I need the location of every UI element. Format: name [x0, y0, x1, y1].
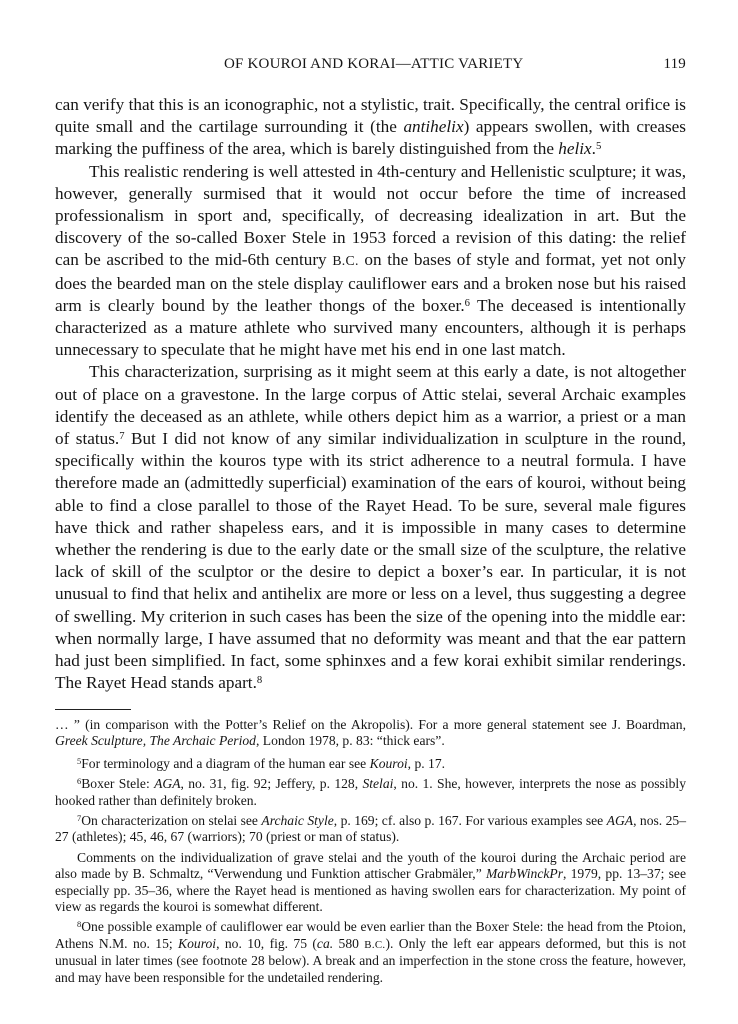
- footnote-ref-7: 7: [119, 431, 125, 443]
- footnote-6: $^6$Boxer Stele: AGA, no. 31, fig. 92; Jeffery, p. 128, Stelai, no. 1. She, however, interprets the nose as possibly hooked rather than definitely broken.: [55, 776, 686, 808]
- paragraph-2: This realistic rendering is well attested in 4th-century and Hellenistic sculpture; it was, however, generally surmised that it would not occur before the time of increased professionalism in sport and, specifically, of decreasing idealization in art. But the discovery of the so-called Boxer Stele in 1953 forced a revision of this dating: the relief can be ascribed to the mid-6th century B.C. on the bases of style and format, yet not only does the bearded man on the stele display cauliflower ears and a broken nose but his raised arm is clearly bound by the leather thongs of the boxer.$^6$ The deceased is intentionally characterized as a mature athlete who survived many encounters, although it is perhaps unnecessary to speculate that he might have met his end in one last match.: [55, 161, 686, 360]
- running-head: [55, 56, 686, 80]
- chapter-title: OF KOUROI AND KORAI—ATTIC VARIETY: [224, 56, 524, 72]
- footnote-ref-6: 6: [464, 298, 470, 310]
- main-text: [55, 94, 686, 694]
- footnote-divider: [55, 709, 131, 710]
- footnotes: [55, 717, 686, 990]
- paragraph-3: This characterization, surprising as it might seem at this early a date, is not altogether out of place on a gravestone. In the large corpus of Attic stelai, several Archaic examples identify the deceased as an athlete, while others depict him as a warrior, a priest or a man of status.$^7$ But I did not know of any similar individualization in sculpture in the round, specifically within the kouros type with its strict adherence to a neutral formula. I have therefore made an (admittedly superficial) examination of the ears of kouroi, without being able to find a close parallel to those of the Rayet Head. To be sure, several male figures have thick and rather shapeless ears, and it is impossible in many cases to determine whether the rendering is due to the early date or the small size of the sculpture, the relative lack of skill of the sculptor or the desire to depict a boxer’s ear. In particular, it is not unusual to find that helix and antihelix are more or less on a level, thus suggesting a degree of swelling. My criterion in such cases has been the size of the opening into the middle ear: when normally large, I have assumed that no deformity was meant and that the ear pattern had just been simplified. In fact, some sphinxes and a few korai exhibit similar renderings. The Rayet Head stands apart.$^8$: [55, 362, 686, 693]
- footnote-8: $^8$One possible example of cauliflower ear would be even earlier than the Boxer Stele: the head from the Ptoion, Athens N.M. no. 15; Kouroi, no. 10, fig. 75 (ca. 580 B.C.). Only the left ear appears deformed, but this is not unusual in later times (see footnote 28 below). A break and an imperfection in the stone cross the feature, however, and may have been responsible for the undetailed rendering.: [55, 919, 687, 985]
- footnote-7: $^7$On characterization on stelai see Archaic Style, p. 169; cf. also p. 167. For various examples see AGA, nos. 25–27 (athletes); 45, 46, 67 (warriors); 70 (priest or man of status).: [55, 813, 686, 845]
- footnote-ref-5: 5: [595, 141, 602, 153]
- footnote-5: $^5$For terminology and a diagram of the human ear see Kouroi, p. 17.: [77, 755, 446, 771]
- footnote-ref-8: 8: [256, 675, 263, 687]
- footnote-continuation: … ” (in comparison with the Potter’s Relief on the Akropolis). For a more general statement see J. Boardman, Greek Sculpture, The Archaic Period, London 1978, p. 83: “thick ears”.: [55, 717, 686, 749]
- paragraph-1: can verify that this is an iconographic, not a stylistic, trait. Specifically, the central orifice is quite small and the cartilage surrounding it (the antihelix) appears swollen, with creases marking the puffiness of the area, which is barely distinguished from the helix.$^5$: [55, 95, 686, 159]
- page-number: 119: [663, 56, 686, 72]
- footnote-7-continued: Comments on the individualization of grave stelai and the youth of the kouroi during the Archaic period are also made by B. Schmaltz, “Verwendung und Funktion attischer Grabmäler,” MarbWinckPr, 1979, pp. 13–37; see especially pp. 35–36, where the Rayet head is mentioned as having swollen ears for characterization. My point of view as regards the kouroi is somewhat different.: [55, 849, 686, 915]
